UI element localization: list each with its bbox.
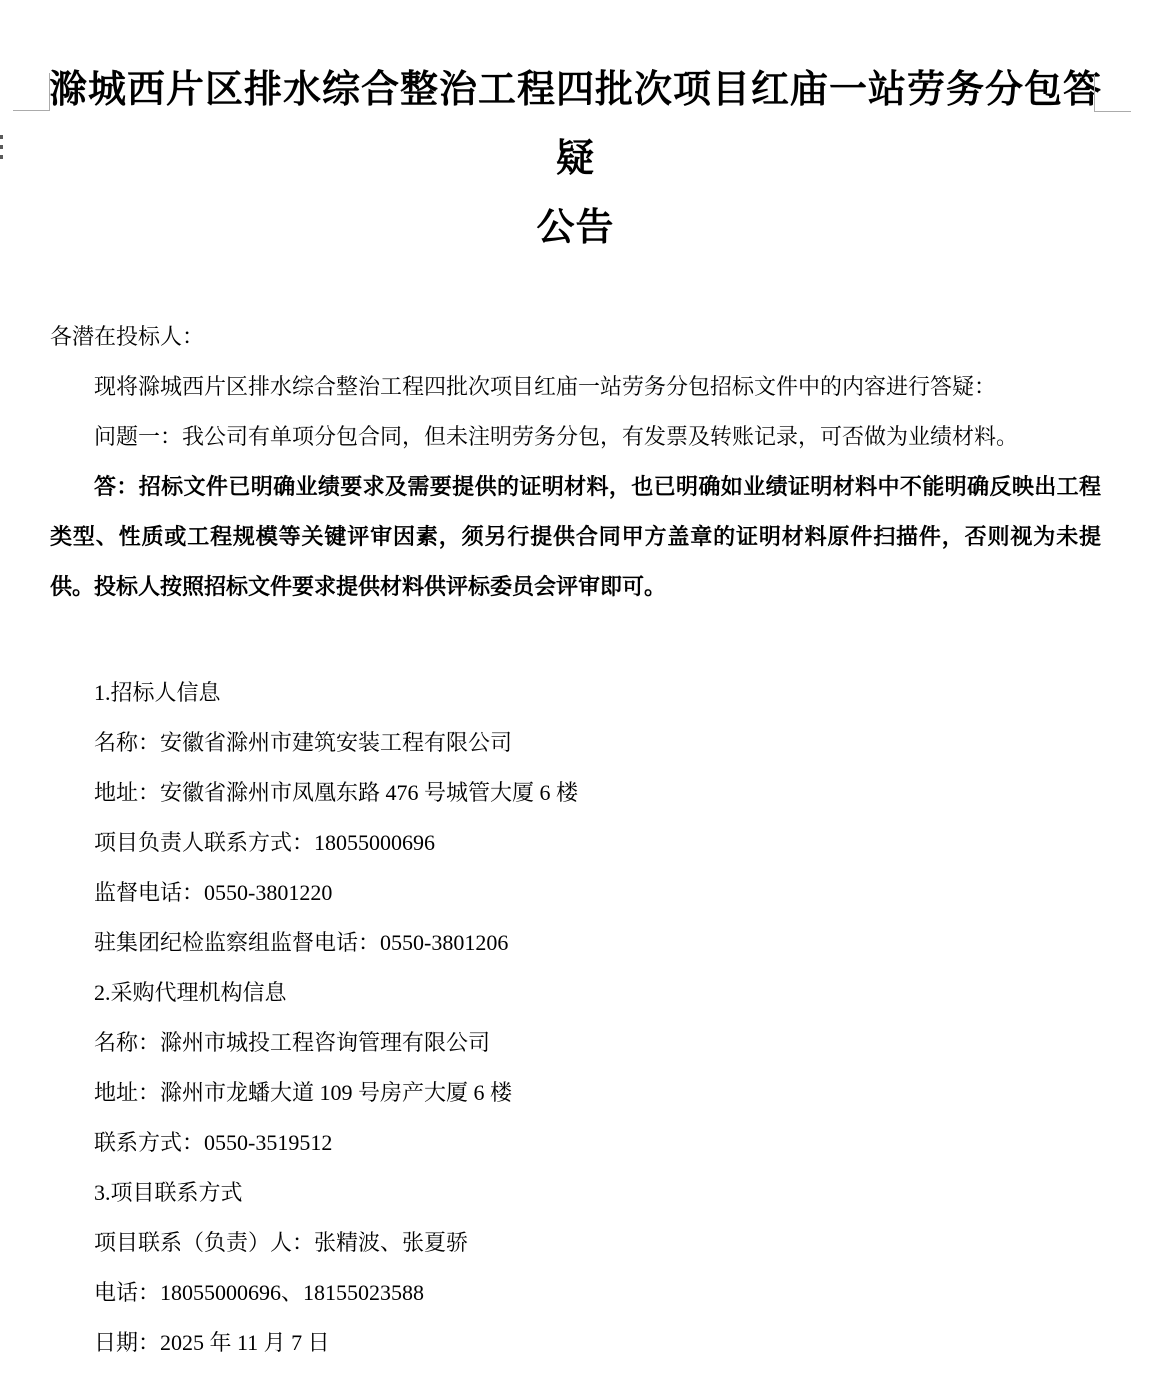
agency-address: 地址：滁州市龙蟠大道 109 号房产大厦 6 楼 (94, 1080, 513, 1105)
document-page (0, 56, 1151, 1388)
answer-paragraph: 答：招标文件已明确业绩要求及需要提供的证明材料，也已明确如业绩证明材料中不能明确反映出工程类型、性质或工程规模等关键评审因素，须另行提供合同甲方盖章的证明材料原件扫描件，否则视为未提供。投标人按照招标文件要求提供材料供评标委员会评审即可。 (50, 474, 1101, 599)
document-title (0, 56, 1151, 263)
bidder-address: 地址：安徽省滁州市凤凰东路 476 号城管大厦 6 楼 (94, 780, 579, 805)
edge-dot (0, 155, 3, 159)
project-contact-phone: 电话：18055000696、18155023588 (94, 1280, 425, 1305)
supervision-phone: 监督电话：0550-3801220 (94, 880, 333, 905)
announcement-date: 日期：2025 年 11 月 7 日 (94, 1330, 330, 1355)
document-body (0, 312, 1151, 1368)
section-3-heading: 3.项目联系方式 (94, 1180, 243, 1205)
document-title-line1: 滁城西片区排水综合整治工程四批次项目红庙一站劳务分包答疑 (48, 69, 1102, 180)
section-2-heading: 2.采购代理机构信息 (94, 980, 287, 1005)
agency-name: 名称：滁州市城投工程咨询管理有限公司 (94, 1030, 491, 1055)
edge-dot (0, 135, 3, 139)
project-contact-person: 项目联系（负责）人：张精波、张夏骄 (94, 1230, 469, 1255)
intro-paragraph: 现将滁城西片区排水综合整治工程四批次项目红庙一站劳务分包招标文件中的内容进行答疑： (94, 374, 997, 399)
edge-dot (0, 145, 3, 149)
bidder-name: 名称：安徽省滁州市建筑安装工程有限公司 (94, 730, 513, 755)
page-corner-mark-top-right (1094, 75, 1131, 112)
left-edge-dots (0, 135, 4, 165)
salutation: 各潜在投标人： (50, 324, 205, 349)
discipline-inspection-phone: 驻集团纪检监察组监督电话：0550-3801206 (94, 930, 509, 955)
agency-contact: 联系方式：0550-3519512 (94, 1130, 333, 1155)
blank-gap (50, 612, 1101, 668)
page-corner-mark-top-left (13, 73, 50, 111)
section-1-heading: 1.招标人信息 (94, 680, 221, 705)
question-paragraph: 问题一：我公司有单项分包合同，但未注明劳务分包，有发票及转账记录，可否做为业绩材料。 (94, 424, 1019, 449)
project-leader-contact: 项目负责人联系方式：18055000696 (94, 830, 436, 855)
document-title-line2: 公告 (536, 207, 615, 249)
